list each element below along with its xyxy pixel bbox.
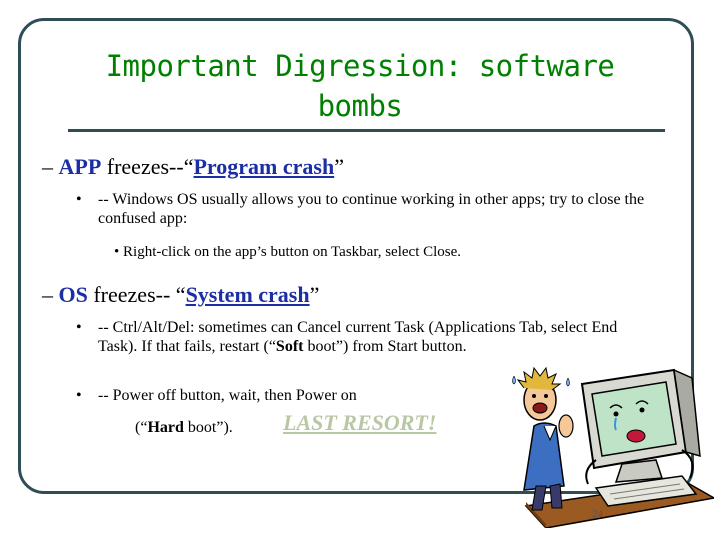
os-heading bbox=[42, 282, 319, 308]
soft-word: Soft bbox=[275, 338, 304, 355]
app-sub-bullet-1-text: Right-click on the app’s button on Taskbar, select Close. bbox=[123, 244, 462, 260]
title-line-2: bombs bbox=[317, 89, 403, 123]
os-bullet-1-text bbox=[98, 318, 636, 356]
crashed-computer-clipart bbox=[486, 356, 714, 528]
hard-close: boot”). bbox=[183, 419, 233, 436]
app-bullet-1-text: -- Windows OS usually allows you to continue working in other apps; try to close the confused app: bbox=[98, 191, 645, 227]
program-crash-text: Program crash bbox=[193, 154, 335, 179]
app-sub-bullet-1 bbox=[114, 244, 461, 261]
slide-title bbox=[20, 46, 700, 126]
hard-open: (“ bbox=[135, 419, 148, 436]
close-quote: ” bbox=[334, 154, 344, 179]
title-line-1: Important Digression: software bbox=[105, 49, 615, 83]
title-divider bbox=[68, 129, 665, 132]
app-heading bbox=[42, 154, 344, 180]
os-bullet-1 bbox=[76, 318, 636, 356]
hard-word: Hard bbox=[147, 419, 184, 436]
os-bullet-1-part-a: -- Ctrl/Alt/Del: sometimes can Cancel current Task (Applications Tab, select End Task). If that fails, restart (“ bbox=[98, 319, 618, 355]
app-freezes-text: freezes--“ bbox=[101, 154, 194, 179]
dash-marker: – bbox=[42, 282, 53, 307]
close-quote: ” bbox=[309, 282, 320, 307]
app-word: APP bbox=[58, 154, 102, 179]
dash-marker: – bbox=[42, 154, 53, 179]
os-bullet-1-part-b: boot”) from Start button. bbox=[303, 338, 467, 355]
os-word: OS bbox=[58, 282, 88, 307]
bullet-glyph: • bbox=[114, 244, 120, 260]
bullet-glyph: • bbox=[76, 387, 82, 404]
last-resort-text: LAST RESORT! bbox=[283, 410, 437, 435]
bullet-glyph: • bbox=[76, 319, 82, 336]
os-bullet-2-text: -- Power off button, wait, then Power on bbox=[98, 387, 357, 404]
os-freezes-text: freezes-- “ bbox=[87, 282, 186, 307]
page-number: 24 bbox=[592, 508, 603, 520]
bullet-glyph: • bbox=[76, 191, 82, 208]
app-bullet-1 bbox=[76, 190, 676, 228]
system-crash-text: System crash bbox=[185, 282, 310, 307]
